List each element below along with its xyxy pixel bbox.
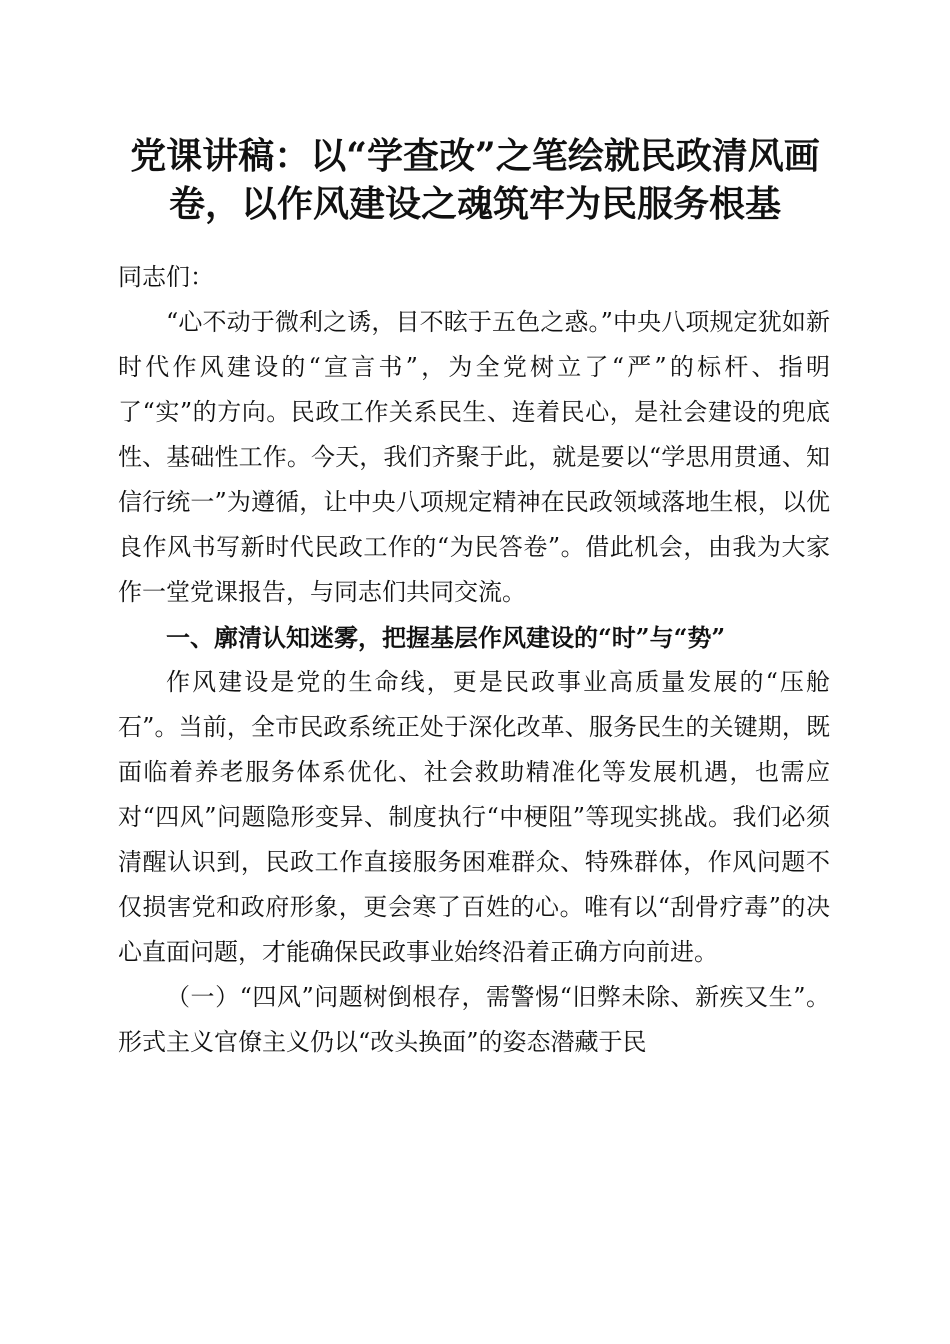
salutation: 同志们： [118,263,214,291]
subsection-paragraph: （一）“四风”问题树倒根存，需警惕“旧弊未除、新疾又生”。形式主义官僚主义仍以“改头换面”的姿态潜藏于民 [118,983,830,1056]
body-paragraph: 作风建设是党的生命线，更是民政事业高质量发展的“压舱石”。当前，全市民政系统正处于深化改革、服务民生的关键期，既面临着养老服务体系优化、社会救助精准化等发展机遇，也需应对“四风”问题隐形变异、制度执行“中梗阻”等现实挑战。我们必须清醒认识到，民政工作直接服务困难群众、特殊群体，作风问题不仅损害党和政府形象，更会寒了百姓的心。唯有以“刮骨疗毒”的决心直面问题，才能确保民政事业始终沿着正确方向前进。 [118,668,830,966]
document-body [118,255,830,1065]
intro-paragraph: “心不动于微利之诱，目不眩于五色之惑。”中央八项规定犹如新时代作风建设的“宣言书”，为全党树立了“严”的标杆、指明了“实”的方向。民政工作关系民生、连着民心，是社会建设的兜底性、基础性工作。今天，我们齐聚于此，就是要以“学思用贯通、知信行统一”为遵循，让中央八项规定精神在民政领域落地生根，以优良作风书写新时代民政工作的“为民答卷”。借此机会，由我为大家作一堂党课报告，与同志们共同交流。 [118,308,830,606]
section-heading: 一、廓清认知迷雾，把握基层作风建设的“时”与“势” [166,623,726,652]
document-title: 党课讲稿：以“学查改”之笔绘就民政清风画卷，以作风建设之魂筑牢为民服务根基 [130,135,820,225]
